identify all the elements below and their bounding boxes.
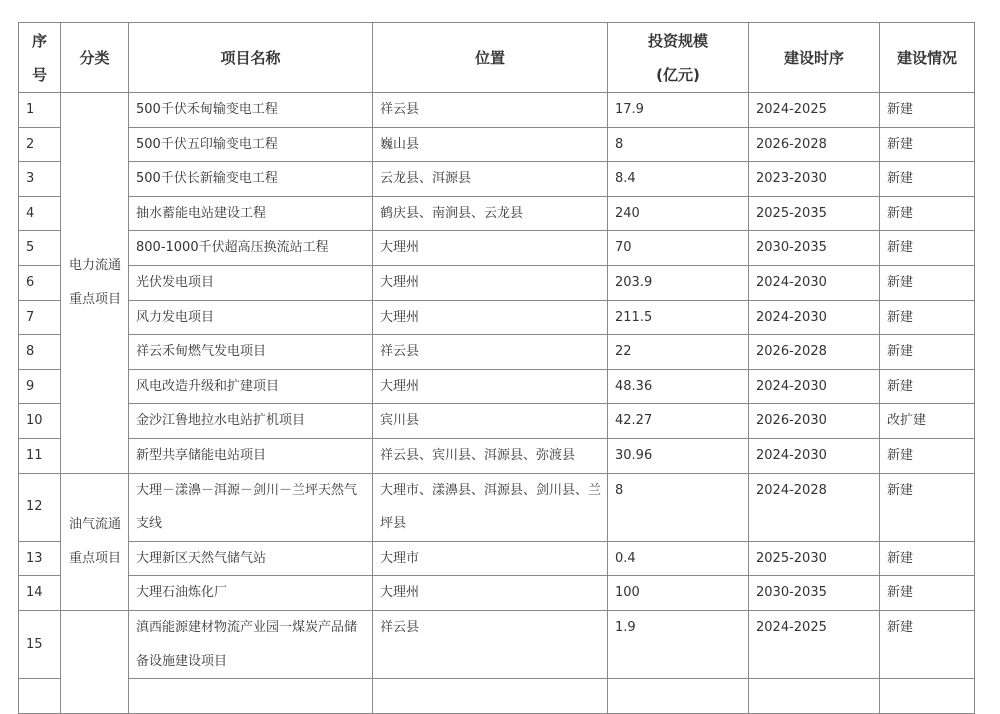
- cell-name: 500千伏禾甸输变电工程: [129, 93, 373, 128]
- cell-name-line2: 支线: [136, 516, 163, 532]
- cell-status: 新建: [880, 576, 975, 611]
- cell-schedule: 2024-2030: [749, 369, 880, 404]
- table-row: [19, 473, 975, 541]
- header-schedule: 建设时序: [749, 23, 880, 93]
- cell-location-line1: 大理市、漾濞县、洱源县、剑川县、兰: [380, 482, 602, 498]
- cell-schedule: 2024-2025: [749, 610, 880, 678]
- cell-seq: 10: [19, 404, 61, 439]
- header-seq: [19, 23, 61, 93]
- cell-name: [129, 473, 373, 541]
- cell-status: 新建: [880, 438, 975, 473]
- cell-status: 新建: [880, 93, 975, 128]
- cell-name: [129, 679, 373, 714]
- cell-name: [129, 610, 373, 678]
- cell-schedule: 2023-2030: [749, 162, 880, 197]
- cell-name: 风力发电项目: [129, 300, 373, 335]
- cell-status: 改扩建: [880, 404, 975, 439]
- cell-schedule: 2030-2035: [749, 576, 880, 611]
- cell-name: 新型共享储能电站项目: [129, 438, 373, 473]
- cell-status: 新建: [880, 473, 975, 541]
- table-row: [19, 196, 975, 231]
- cell-investment: 203.9: [608, 265, 749, 300]
- cell-name: 风电改造升级和扩建项目: [129, 369, 373, 404]
- cell-investment: 8: [608, 127, 749, 162]
- table-row: [19, 93, 975, 128]
- cell-status: 新建: [880, 127, 975, 162]
- cell-location: 祥云县: [373, 335, 608, 370]
- cell-seq: [19, 679, 61, 714]
- cell-schedule: 2026-2028: [749, 335, 880, 370]
- cell-status: 新建: [880, 541, 975, 576]
- table-row-partial: [19, 679, 975, 714]
- cell-location: 大理州: [373, 265, 608, 300]
- cell-location: 大理州: [373, 369, 608, 404]
- table-row: [19, 438, 975, 473]
- table-row: [19, 541, 975, 576]
- header-investment: [608, 23, 749, 93]
- header-seq-line2: 号: [31, 65, 47, 84]
- cell-investment: 8.4: [608, 162, 749, 197]
- table-row: [19, 369, 975, 404]
- category-next: [61, 610, 129, 713]
- cell-location: [373, 473, 608, 541]
- cell-schedule: 2026-2028: [749, 127, 880, 162]
- cell-investment: 17.9: [608, 93, 749, 128]
- table-row: [19, 404, 975, 439]
- header-investment-line2: (亿元): [656, 65, 700, 84]
- cell-location: 鹤庆县、南涧县、云龙县: [373, 196, 608, 231]
- header-location: 位置: [373, 23, 608, 93]
- cell-name: 800-1000千伏超高压换流站工程: [129, 231, 373, 266]
- category-power: [61, 93, 129, 474]
- cell-status: 新建: [880, 196, 975, 231]
- header-category: 分类: [61, 23, 129, 93]
- cell-schedule: 2024-2030: [749, 300, 880, 335]
- cell-location: 宾川县: [373, 404, 608, 439]
- cell-seq: 5: [19, 231, 61, 266]
- category-oilgas: [61, 473, 129, 610]
- cell-seq: 12: [19, 473, 61, 541]
- cell-schedule: 2024-2030: [749, 265, 880, 300]
- cell-investment: 30.96: [608, 438, 749, 473]
- cell-location: 大理州: [373, 231, 608, 266]
- cell-seq: 15: [19, 610, 61, 678]
- table-row: [19, 335, 975, 370]
- table-row: [19, 610, 975, 678]
- cell-status: 新建: [880, 162, 975, 197]
- cell-investment: 70: [608, 231, 749, 266]
- cell-name: 500千伏长新输变电工程: [129, 162, 373, 197]
- cell-schedule: 2024-2025: [749, 93, 880, 128]
- cell-status: 新建: [880, 265, 975, 300]
- cell-status: 新建: [880, 231, 975, 266]
- cell-investment: 100: [608, 576, 749, 611]
- cell-seq: 11: [19, 438, 61, 473]
- cell-schedule: 2026-2030: [749, 404, 880, 439]
- cell-investment: 240: [608, 196, 749, 231]
- cell-status: [880, 679, 975, 714]
- cell-seq: 4: [19, 196, 61, 231]
- cell-seq: 9: [19, 369, 61, 404]
- category-power-line1: 电力流通: [69, 258, 122, 274]
- cell-name-line2: 备设施建设项目: [136, 653, 228, 669]
- cell-schedule: 2024-2028: [749, 473, 880, 541]
- cell-investment: 0.4: [608, 541, 749, 576]
- cell-seq: 6: [19, 265, 61, 300]
- cell-location: 大理市: [373, 541, 608, 576]
- cell-seq: 14: [19, 576, 61, 611]
- cell-status: 新建: [880, 610, 975, 678]
- cell-seq: 13: [19, 541, 61, 576]
- cell-status: 新建: [880, 300, 975, 335]
- cell-schedule: 2025-2035: [749, 196, 880, 231]
- cell-investment: 42.27: [608, 404, 749, 439]
- cell-location: [373, 679, 608, 714]
- table-container: [18, 22, 974, 714]
- cell-status: 新建: [880, 369, 975, 404]
- cell-investment: [608, 679, 749, 714]
- cell-investment: 211.5: [608, 300, 749, 335]
- cell-name: 祥云禾甸燃气发电项目: [129, 335, 373, 370]
- cell-seq: 2: [19, 127, 61, 162]
- cell-name-line1: 大理－漾濞－洱源－剑川－兰坪天然气: [136, 482, 358, 498]
- category-oilgas-line1: 油气流通: [69, 517, 122, 533]
- cell-location: 祥云县: [373, 93, 608, 128]
- category-power-line2: 重点项目: [69, 291, 122, 307]
- table-row: [19, 162, 975, 197]
- cell-location: 大理州: [373, 300, 608, 335]
- header-row: [19, 23, 975, 93]
- cell-name: 抽水蓄能电站建设工程: [129, 196, 373, 231]
- cell-location: 大理州: [373, 576, 608, 611]
- cell-name-line1: 滇西能源建材物流产业园一煤炭产品储: [136, 619, 358, 635]
- cell-location: 祥云县: [373, 610, 608, 678]
- header-investment-line1: 投资规模: [647, 31, 708, 50]
- header-status: 建设情况: [880, 23, 975, 93]
- table-row: [19, 576, 975, 611]
- cell-location-line2: 坪县: [380, 516, 407, 532]
- cell-schedule: [749, 679, 880, 714]
- table-row: [19, 265, 975, 300]
- table-row: [19, 300, 975, 335]
- cell-investment: 8: [608, 473, 749, 541]
- cell-name: 500千伏五印输变电工程: [129, 127, 373, 162]
- cell-name: 金沙江鲁地拉水电站扩机项目: [129, 404, 373, 439]
- cell-status: 新建: [880, 335, 975, 370]
- cell-schedule: 2025-2030: [749, 541, 880, 576]
- table-row: [19, 231, 975, 266]
- header-seq-line1: 序: [31, 31, 47, 50]
- cell-schedule: 2030-2035: [749, 231, 880, 266]
- cell-name: 大理新区天然气储气站: [129, 541, 373, 576]
- cell-seq: 1: [19, 93, 61, 128]
- table-row: [19, 127, 975, 162]
- cell-location: 巍山县: [373, 127, 608, 162]
- header-name: 项目名称: [129, 23, 373, 93]
- cell-seq: 3: [19, 162, 61, 197]
- cell-investment: 22: [608, 335, 749, 370]
- cell-seq: 8: [19, 335, 61, 370]
- cell-name: 光伏发电项目: [129, 265, 373, 300]
- cell-investment: 48.36: [608, 369, 749, 404]
- projects-table: [18, 22, 975, 714]
- cell-name: 大理石油炼化厂: [129, 576, 373, 611]
- category-oilgas-line2: 重点项目: [69, 550, 122, 566]
- cell-location: 云龙县、洱源县: [373, 162, 608, 197]
- cell-seq: 7: [19, 300, 61, 335]
- cell-investment: 1.9: [608, 610, 749, 678]
- cell-location: 祥云县、宾川县、洱源县、弥渡县: [373, 438, 608, 473]
- cell-schedule: 2024-2030: [749, 438, 880, 473]
